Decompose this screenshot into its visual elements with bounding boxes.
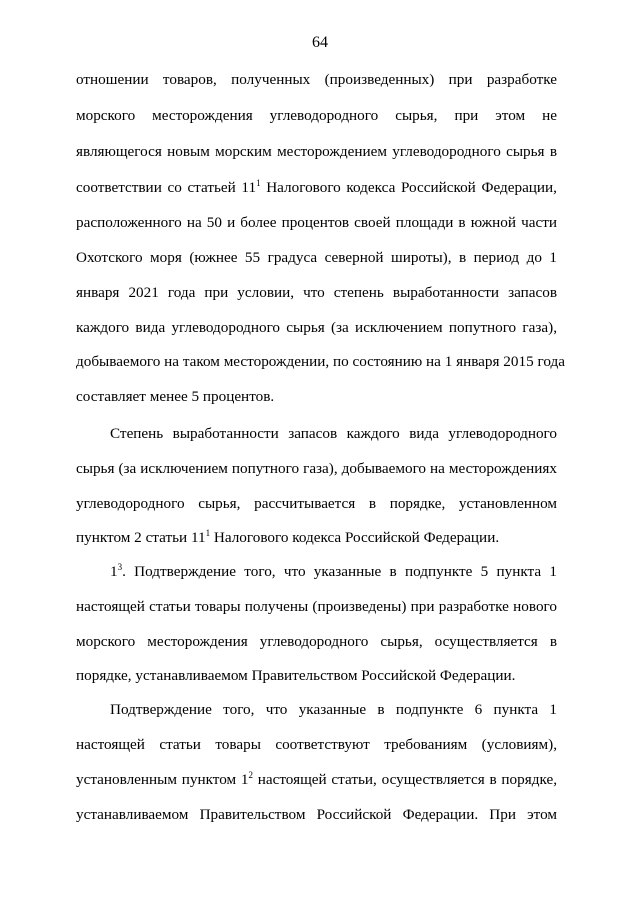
superscript: 1 — [205, 528, 211, 538]
text-line: $1^3$. Подтверждение того, что указанные в подпункте 5 пункта 1 — [110, 562, 557, 580]
text-line: пунктом 2 статьи $11^1$ Налогового кодекса Российской Федерации. — [76, 528, 500, 546]
superscript: 3 — [117, 562, 123, 572]
text-line: установленным пунктом $1^2$ настоящей статьи, осуществляется в порядке, — [76, 770, 557, 788]
superscript: 2 — [248, 770, 253, 780]
text-line: углеводородного сырья, рассчитывается в порядке, установленном — [76, 495, 557, 512]
text-line: порядке, устанавливаемом Правительством Российской Федерации. — [76, 667, 516, 684]
text-line: Подтверждение того, что указанные в подпункте 6 пункта 1 — [110, 701, 557, 718]
superscript: 1 — [256, 178, 261, 188]
text-line: морского месторождения углеводородного сырья, при этом не — [76, 107, 557, 124]
text-line: расположенного на 50 и более процентов своей площади в южной части — [76, 214, 557, 231]
text-line: составляет менее 5 процентов. — [76, 388, 275, 405]
text-line: января 2021 года при условии, что степень выработанности запасов — [76, 284, 557, 301]
text-line: сырья (за исключением попутного газа), добываемого на месторождениях — [76, 460, 557, 477]
text-line: Степень выработанности запасов каждого вида углеводородного — [110, 425, 557, 442]
text-line: соответствии со статьей $11^1$ Налогового кодекса Российской Федерации, — [76, 178, 557, 196]
text-line: являющегося новым морским месторождением углеводородного сырья в — [76, 143, 557, 160]
text-line: морского месторождения углеводородного сырья, осуществляется в — [76, 633, 557, 650]
text-line: настоящей статьи товары получены (произведены) при разработке нового — [76, 598, 557, 615]
text-line: Охотского моря (южнее 55 градуса северной широты), в период до 1 — [76, 249, 557, 266]
text-line: настоящей статьи товары соответствуют требованиям (условиям), — [76, 736, 557, 753]
text-line: добываемого на таком месторождении, по состоянию на 1 января 2015 года — [76, 353, 565, 370]
page-number: 64 — [312, 34, 328, 51]
text-line: отношении товаров, полученных (произведенных) при разработке — [76, 71, 557, 88]
text-line: каждого вида углеводородного сырья (за исключением попутного газа), — [76, 319, 557, 336]
text-line: устанавливаемом Правительством Российской Федерации. При этом — [76, 806, 557, 823]
